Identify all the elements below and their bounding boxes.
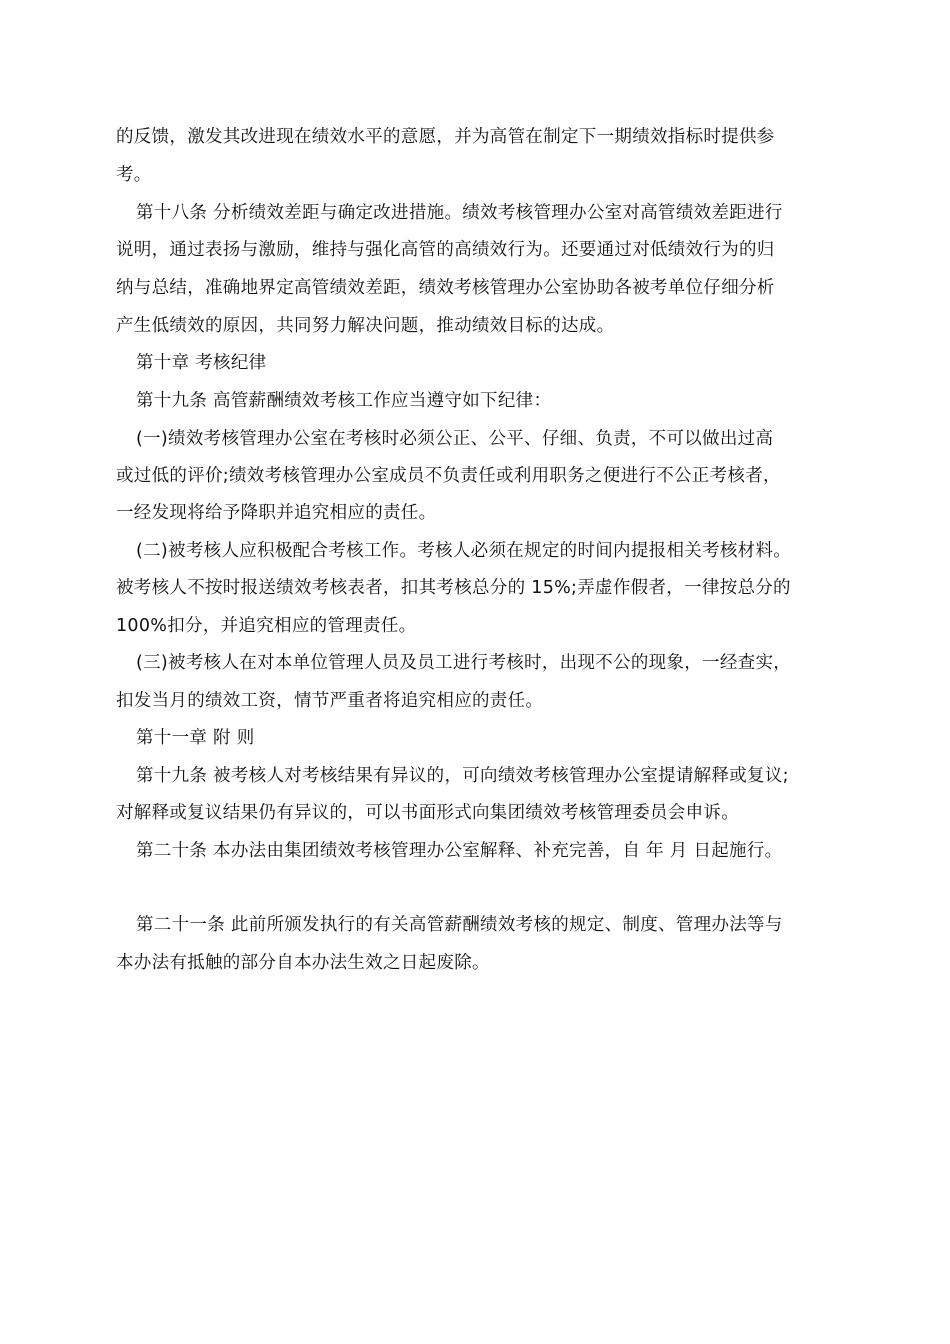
article-19b-line: 第十九条 被考核人对考核结果有异议的，可向绩效考核管理办公室提请解释或复议;: [136, 766, 789, 786]
text-line: 纳与总结，准确地界定高管绩效差距，绩效考核管理办公室协助各被考单位仔细分析: [116, 278, 775, 298]
item-1-line: (一)绩效考核管理办公室在考核时必须公正、公平、仔细、负责，不可以做出过高: [136, 429, 774, 449]
text-line: 被考核人不按时报送绩效考核表者，扣其考核总分的 15%;弄虚作假者，一律按总分的: [116, 578, 791, 598]
text-line: 或过低的评价;绩效考核管理办公室成员不负责任或利用职务之便进行不公正考核者，: [116, 466, 781, 486]
article-20-line: 第二十条 本办法由集团绩效考核管理办公室解释、补充完善，自 年 月 日起施行。: [136, 841, 783, 861]
text-line: 一经发现将给予降职并追究相应的责任。: [116, 503, 437, 523]
text-line: 产生低绩效的原因，共同努力解决问题，推动绩效目标的达成。: [116, 316, 615, 336]
text-line: 说明，通过表扬与激励，维持与强化高管的高绩效行为。还要通过对低绩效行为的归: [116, 240, 775, 260]
text-line: 对解释或复议结果仍有异议的，可以书面形式向集团绩效考核管理委员会申诉。: [116, 803, 739, 823]
text-line: 考。: [116, 165, 152, 185]
text-line: 的反馈，激发其改进现在绩效水平的意愿，并为高管在制定下一期绩效指标时提供参: [116, 127, 775, 147]
item-2-line: (二)被考核人应积极配合考核工作。考核人必须在规定的时间内提报相关考核材料。: [136, 541, 792, 561]
item-3-line: (三)被考核人在对本单位管理人员及员工进行考核时，出现不公的现象，一经查实，: [136, 653, 792, 673]
article-21-line: 第二十一条 此前所颁发执行的有关高管薪酬绩效考核的规定、制度、管理办法等与: [136, 915, 783, 935]
article-19-line: 第十九条 高管薪酬绩效考核工作应当遵守如下纪律：: [136, 391, 552, 411]
chapter-10-heading: 第十章 考核纪律: [136, 353, 267, 373]
chapter-11-heading: 第十一章 附 则: [136, 728, 255, 748]
text-line: 本办法有抵触的部分自本办法生效之日起废除。: [116, 953, 490, 973]
article-18-line: 第十八条 分析绩效差距与确定改进措施。绩效考核管理办公室对高管绩效差距进行: [136, 203, 783, 223]
text-line: 100%扣分，并追究相应的管理责任。: [116, 616, 417, 636]
text-line: 扣发当月的绩效工资，情节严重者将追究相应的责任。: [116, 691, 544, 711]
